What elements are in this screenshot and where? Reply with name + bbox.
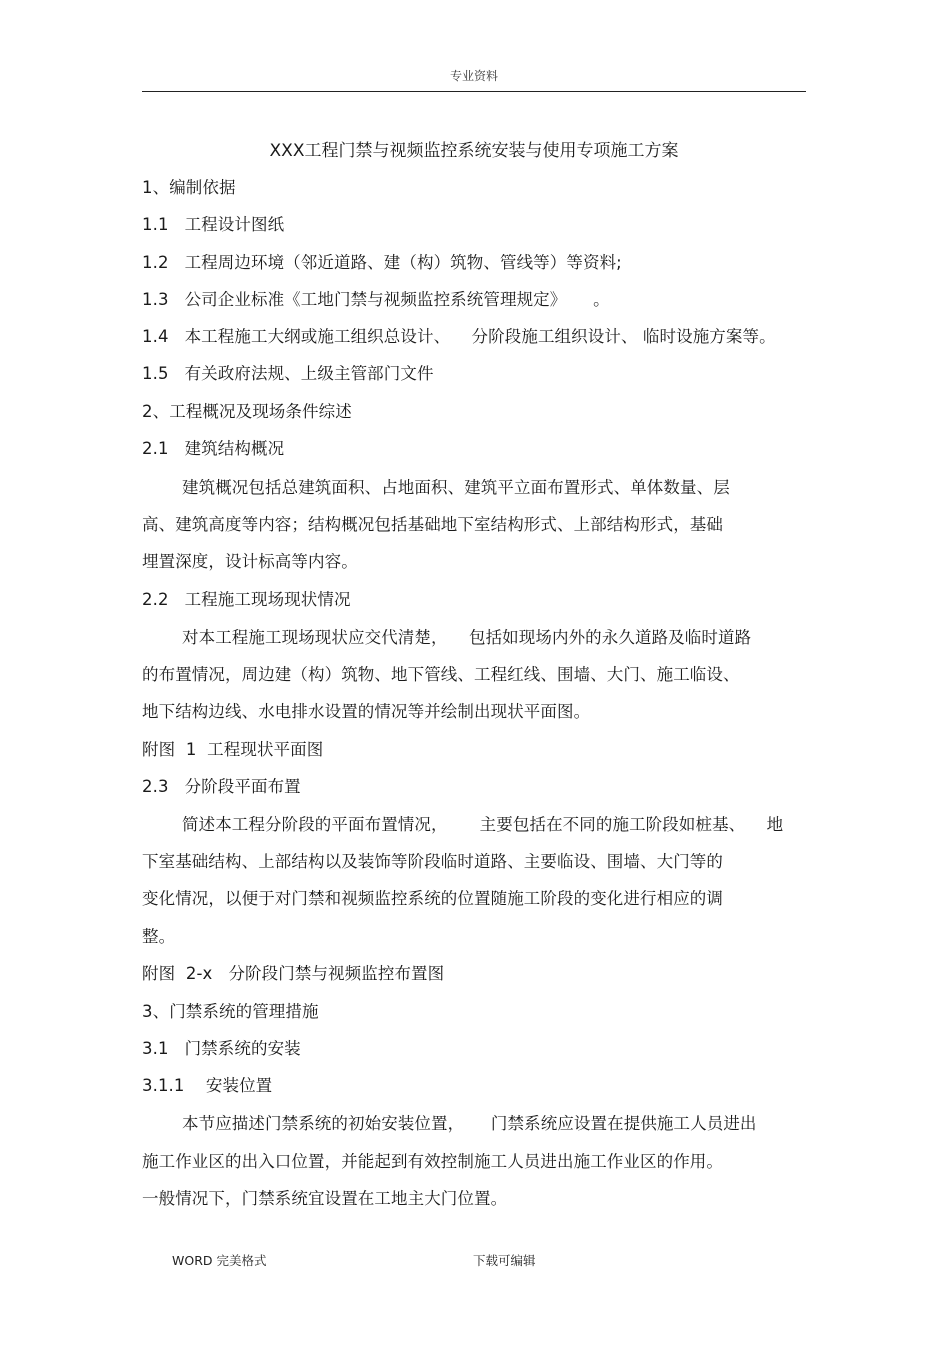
- heading-2-2: 2.2 工程施工现场现状情况: [142, 590, 351, 609]
- paragraph-line: 的布置情况，周边建（构）筑物、地下管线、工程红线、围墙、大门、施工临设、: [142, 665, 740, 684]
- heading-2-1: 2.1 建筑结构概况: [142, 439, 285, 458]
- paragraph-line: 建筑概况包括总建筑面积、占地面积、建筑平立面布置形式、单体数量、层: [182, 478, 730, 497]
- paragraph-line: 高、建筑高度等内容；结构概况包括基础地下室结构形式、上部结构形式，基础: [142, 515, 723, 534]
- heading-1: 1、编制依据: [142, 178, 236, 197]
- paragraph-line: 一般情况下，门禁系统宜设置在工地主大门位置。: [142, 1189, 508, 1208]
- figure-caption: 附图 1 工程现状平面图: [142, 740, 324, 759]
- heading-3: 3、门禁系统的管理措施: [142, 1002, 319, 1021]
- paragraph-line: 下室基础结构、上部结构以及装饰等阶段临时道路、主要临设、围墙、大门等的: [142, 852, 723, 871]
- heading-2-3: 2.3 分阶段平面布置: [142, 777, 301, 796]
- footer-left: WORD 完美格式: [172, 1253, 267, 1268]
- paragraph-line: 本节应描述门禁系统的初始安装位置， 门禁系统应设置在提供施工人员进出: [182, 1114, 757, 1133]
- heading-3-1-1: 3.1.1 安装位置: [142, 1076, 273, 1095]
- heading-1-4: 1.4 本工程施工大纲或施工组织总设计、 分阶段施工组织设计、 临时设施方案等。: [142, 327, 776, 346]
- paragraph-line: 整。: [142, 927, 176, 946]
- heading-1-3: 1.3 公司企业标准《工地门禁与视频监控系统管理规定》 。: [142, 290, 610, 309]
- document-title: XXX工程门禁与视频监控系统安装与使用专项施工方案: [269, 141, 679, 161]
- paragraph-line: 简述本工程分阶段的平面布置情况， 主要包括在不同的施工阶段如桩基、 地: [182, 815, 784, 834]
- footer-right: 下载可编辑: [473, 1253, 536, 1268]
- paragraph-line: 变化情况，以便于对门禁和视频监控系统的位置随施工阶段的变化进行相应的调: [142, 889, 723, 908]
- paragraph-line: 施工作业区的出入口位置，并能起到有效控制施工人员进出施工作业区的作用。: [142, 1152, 723, 1171]
- header-rule: [142, 91, 806, 92]
- figure-caption: 附图 2-x 分阶段门禁与视频监控布置图: [142, 964, 445, 983]
- heading-3-1: 3.1 门禁系统的安装: [142, 1039, 301, 1058]
- heading-1-1: 1.1 工程设计图纸: [142, 215, 285, 234]
- heading-1-2: 1.2 工程周边环境（邻近道路、建（构）筑物、管线等）等资料;: [142, 253, 622, 272]
- heading-2: 2、工程概况及现场条件综述: [142, 402, 352, 421]
- paragraph-line: 对本工程施工现场现状应交代清楚， 包括如现场内外的永久道路及临时道路: [182, 628, 752, 647]
- page-header: 专业资料: [449, 69, 498, 83]
- paragraph-line: 埋置深度，设计标高等内容。: [142, 552, 358, 571]
- heading-1-5: 1.5 有关政府法规、上级主管部门文件: [142, 364, 434, 383]
- paragraph-line: 地下结构边线、水电排水设置的情况等并绘制出现状平面图。: [142, 702, 591, 721]
